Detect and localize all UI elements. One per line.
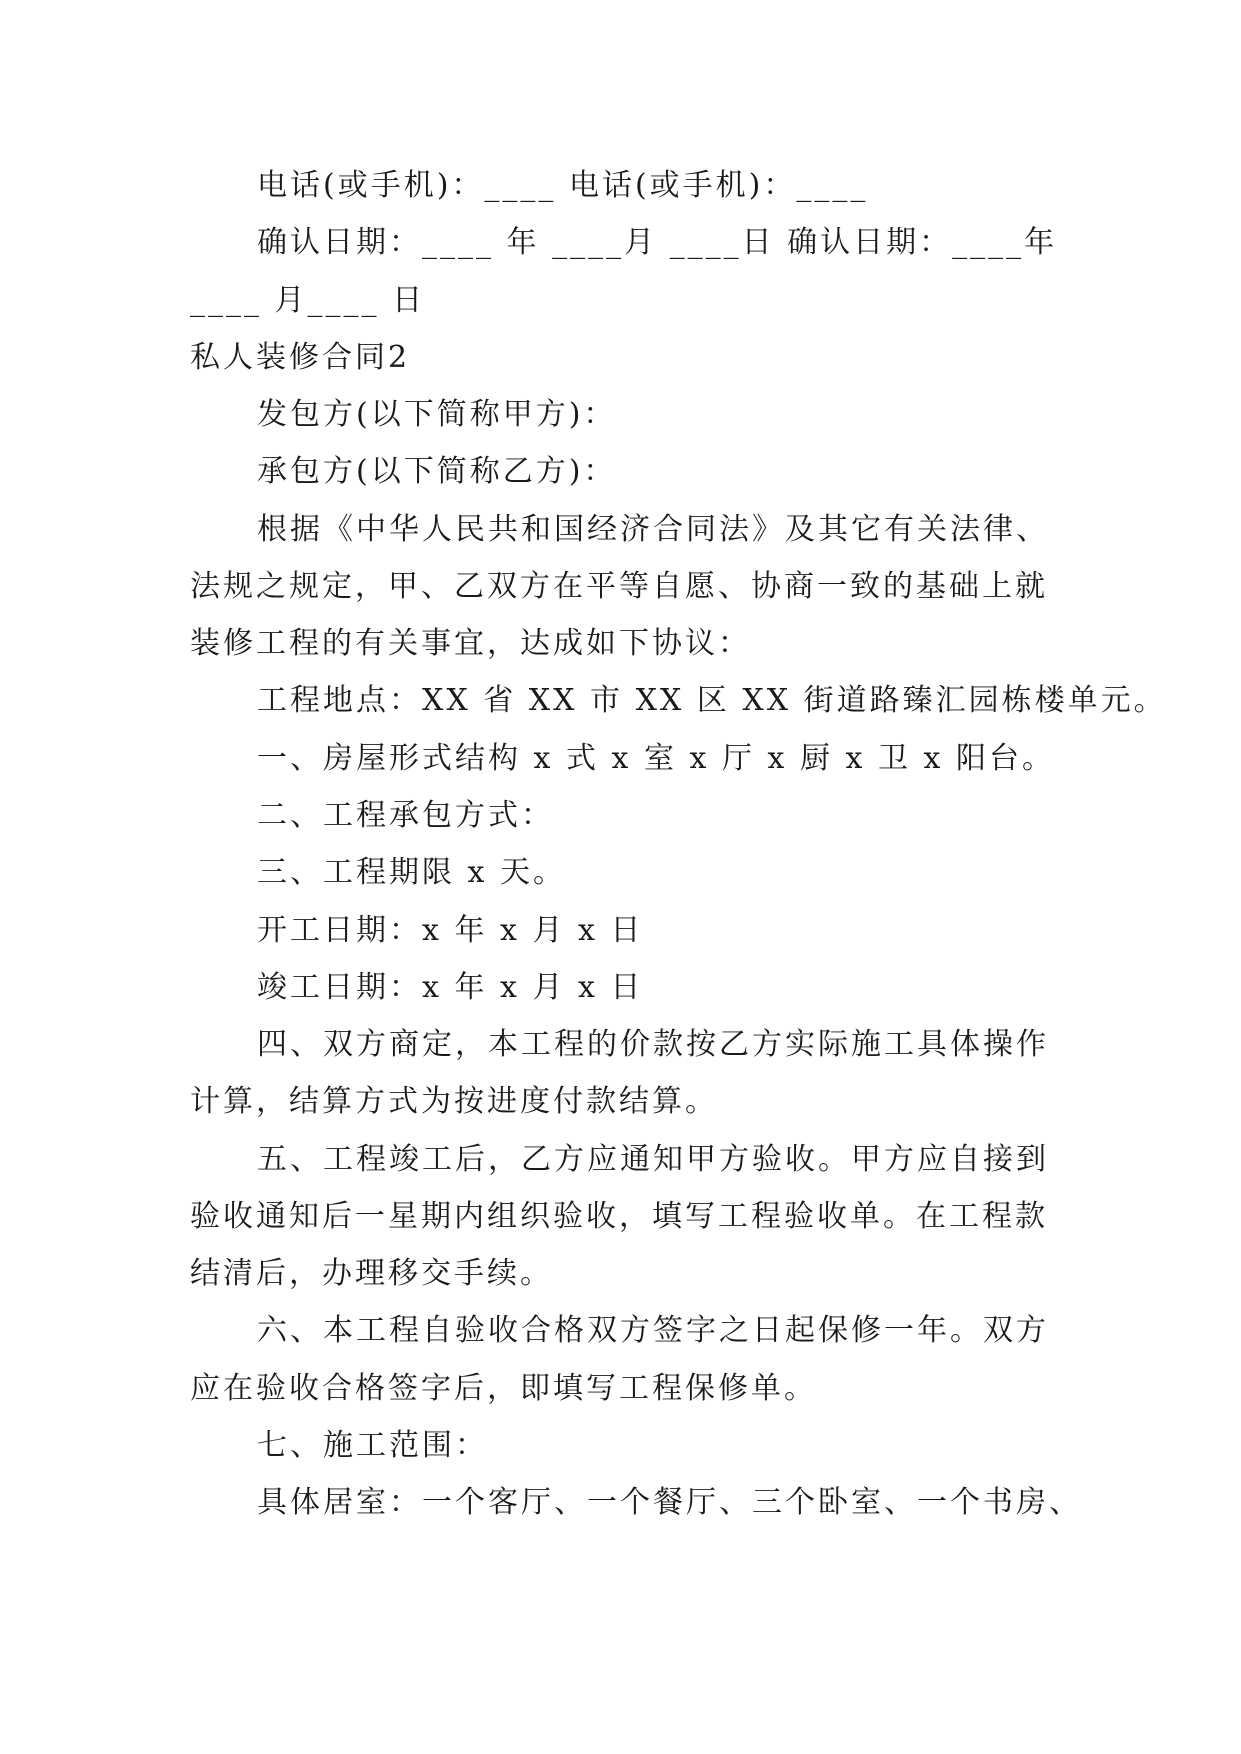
confirm-date-line: 确认日期：____ 年 ____月 ____日 确认日期：____年 (257, 225, 1058, 260)
contract-title: 私人装修合同2 (190, 340, 411, 375)
clause-4-line-1: 四、双方商定，本工程的价款按乙方实际施工具体操作 (257, 1027, 1049, 1062)
clause-7: 七、施工范围： (257, 1428, 488, 1463)
clause-6-line-1: 六、本工程自验收合格双方签字之日起保修一年。双方 (257, 1313, 1049, 1348)
preamble-line-3: 装修工程的有关事宜，达成如下协议： (190, 626, 751, 661)
confirm-date-continued: ____ 月____ 日 (190, 283, 426, 318)
party-a-line: 发包方(以下简称甲方)： (257, 397, 617, 432)
preamble-line-1: 根据《中华人民共和国经济合同法》及其它有关法律、 (257, 512, 1049, 547)
clause-7-rooms: 具体居室：一个客厅、一个餐厅、三个卧室、一个书房、 (257, 1485, 1082, 1520)
clause-1: 一、房屋形式结构 x 式 x 室 x 厅 x 厨 x 卫 x 阳台。 (257, 741, 1055, 776)
project-location: 工程地点：XX 省 XX 市 XX 区 XX 街道路臻汇园栋楼单元。 (257, 683, 1167, 718)
clause-3: 三、工程期限 x 天。 (257, 855, 566, 890)
clause-5-line-1: 五、工程竣工后，乙方应通知甲方验收。甲方应自接到 (257, 1142, 1049, 1177)
preamble-line-2: 法规之规定，甲、乙双方在平等自愿、协商一致的基础上就 (190, 569, 1048, 604)
clause-5-line-2: 验收通知后一星期内组织验收，填写工程验收单。在工程款 (190, 1199, 1048, 1234)
phone-line: 电话(或手机)：____ 电话(或手机)：____ (257, 168, 869, 203)
clause-4-line-2: 计算，结算方式为按进度付款结算。 (190, 1084, 718, 1119)
clause-5-line-3: 结清后，办理移交手续。 (190, 1256, 553, 1291)
start-date: 开工日期：x 年 x 月 x 日 (257, 913, 644, 948)
party-b-line: 承包方(以下简称乙方)： (257, 454, 617, 489)
clause-2: 二、工程承包方式： (257, 798, 554, 833)
completion-date: 竣工日期：x 年 x 月 x 日 (257, 970, 644, 1005)
clause-6-line-2: 应在验收合格签字后，即填写工程保修单。 (190, 1371, 817, 1406)
